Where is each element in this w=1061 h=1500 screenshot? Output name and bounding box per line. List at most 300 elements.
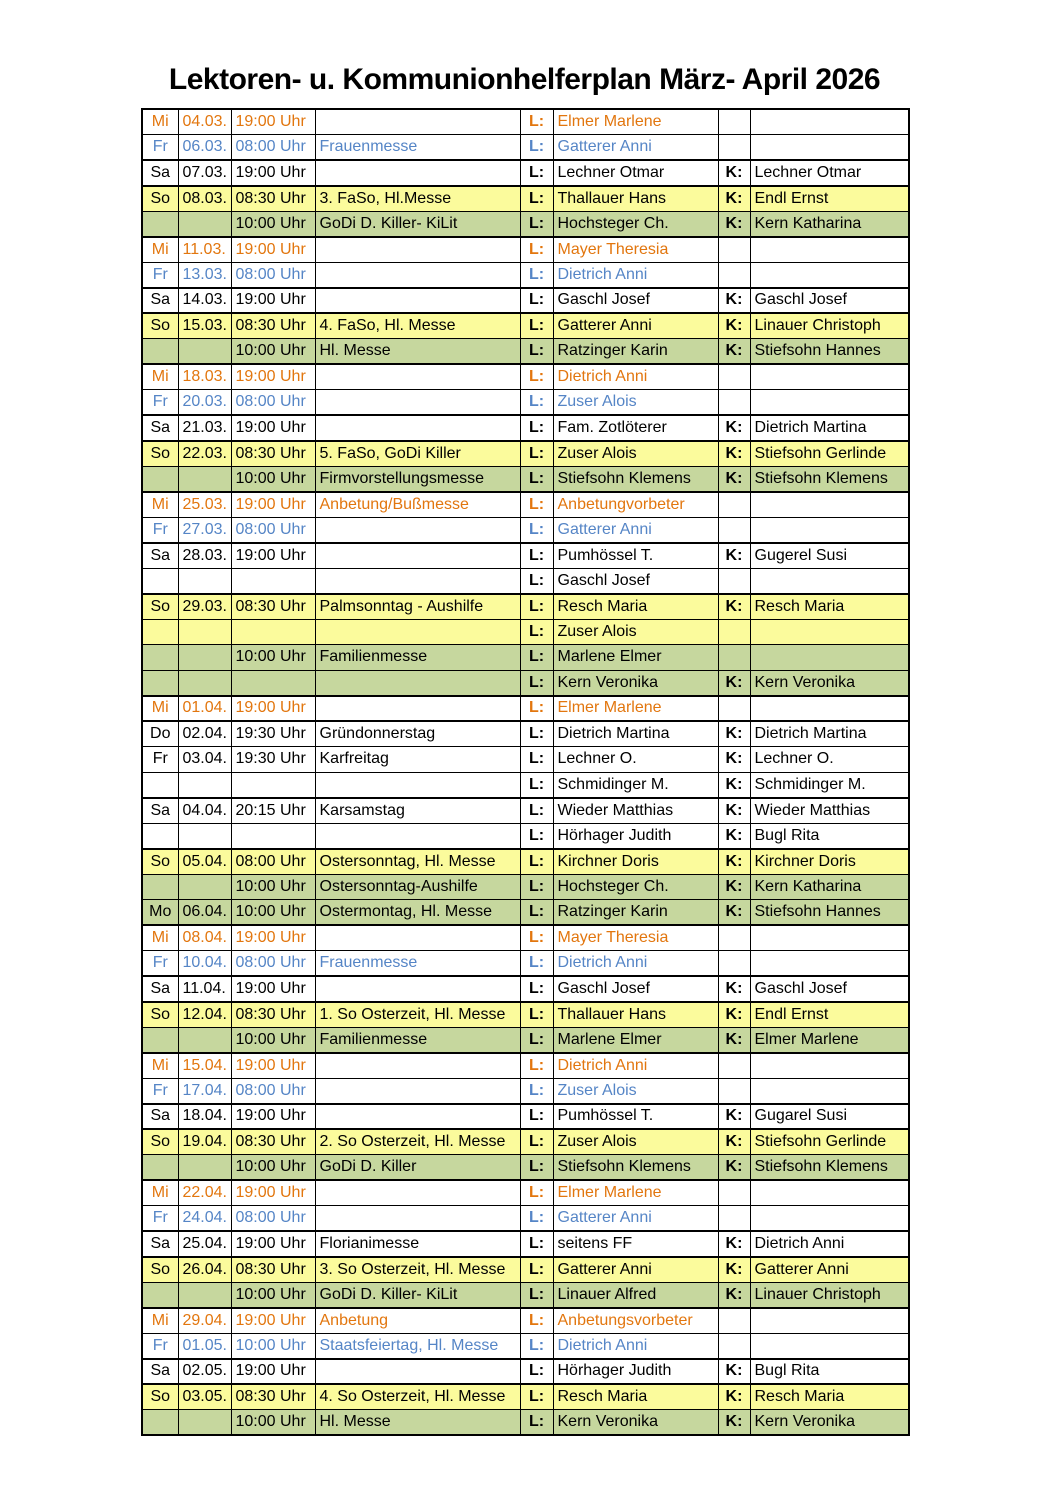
helper-label-cell <box>718 645 750 671</box>
time-cell: 19:00 Uhr <box>231 288 315 314</box>
date-cell: 06.03. <box>178 135 231 161</box>
date-cell: 11.03. <box>178 237 231 263</box>
day-cell: Mi <box>142 364 178 390</box>
helper-label-cell: K: <box>718 211 750 237</box>
date-cell: 18.03. <box>178 364 231 390</box>
helper-label-cell: K: <box>718 441 750 467</box>
helper-name-cell <box>750 568 909 594</box>
lector-label-cell: L: <box>520 900 553 926</box>
helper-name-cell: Gugerel Susi <box>750 543 909 569</box>
table-row <box>142 925 909 951</box>
description-cell: Karsamstag <box>315 798 520 824</box>
time-cell: 19:00 Uhr <box>231 1359 315 1385</box>
table-row <box>142 1129 909 1155</box>
day-cell <box>142 1155 178 1181</box>
description-cell: Gründonnerstag <box>315 721 520 747</box>
day-cell: Sa <box>142 1231 178 1257</box>
date-cell <box>178 1027 231 1053</box>
helper-label-cell: K: <box>718 1359 750 1385</box>
helper-label-cell <box>718 696 750 722</box>
day-cell: Sa <box>142 160 178 186</box>
helper-label-cell <box>718 568 750 594</box>
time-cell: 10:00 Uhr <box>231 1155 315 1181</box>
table-row <box>142 568 909 594</box>
table-row <box>142 1002 909 1028</box>
date-cell: 22.03. <box>178 441 231 467</box>
day-cell: Fr <box>142 135 178 161</box>
lector-name-cell: Ratzinger Karin <box>553 900 718 926</box>
helper-name-cell <box>750 1078 909 1104</box>
helper-label-cell: K: <box>718 721 750 747</box>
date-cell: 02.05. <box>178 1359 231 1385</box>
date-cell: 05.04. <box>178 849 231 875</box>
lector-name-cell: Mayer Theresia <box>553 237 718 263</box>
lector-name-cell: Pumhössel T. <box>553 543 718 569</box>
helper-name-cell <box>750 645 909 671</box>
day-cell: Fr <box>142 262 178 288</box>
helper-name-cell: Kern Katharina <box>750 874 909 900</box>
date-cell: 07.03. <box>178 160 231 186</box>
table-row <box>142 1282 909 1308</box>
day-cell <box>142 211 178 237</box>
helper-name-cell: Dietrich Martina <box>750 721 909 747</box>
table-row <box>142 492 909 518</box>
time-cell: 10:00 Uhr <box>231 1333 315 1359</box>
date-cell: 24.04. <box>178 1206 231 1232</box>
lector-label-cell: L: <box>520 823 553 849</box>
table-row <box>142 339 909 365</box>
lector-label-cell: L: <box>520 925 553 951</box>
table-row <box>142 951 909 977</box>
description-cell <box>315 696 520 722</box>
day-cell: So <box>142 313 178 339</box>
lector-label-cell: L: <box>520 441 553 467</box>
day-cell: Fr <box>142 390 178 416</box>
helper-name-cell <box>750 390 909 416</box>
table-row <box>142 670 909 696</box>
time-cell: 19:30 Uhr <box>231 721 315 747</box>
lector-name-cell: Marlene Elmer <box>553 645 718 671</box>
time-cell <box>231 772 315 798</box>
time-cell: 19:00 Uhr <box>231 1180 315 1206</box>
time-cell: 08:30 Uhr <box>231 1384 315 1410</box>
date-cell: 15.03. <box>178 313 231 339</box>
day-cell: Mi <box>142 1053 178 1079</box>
date-cell: 29.04. <box>178 1308 231 1334</box>
helper-label-cell <box>718 951 750 977</box>
description-cell: Hl. Messe <box>315 339 520 365</box>
lector-name-cell: Elmer Marlene <box>553 696 718 722</box>
table-row <box>142 237 909 263</box>
time-cell: 19:00 Uhr <box>231 925 315 951</box>
lector-label-cell: L: <box>520 976 553 1002</box>
day-cell <box>142 645 178 671</box>
day-cell: Mi <box>142 925 178 951</box>
date-cell: 11.04. <box>178 976 231 1002</box>
lector-label-cell: L: <box>520 135 553 161</box>
helper-name-cell: Gatterer Anni <box>750 1257 909 1283</box>
lector-label-cell: L: <box>520 1104 553 1130</box>
date-cell: 20.03. <box>178 390 231 416</box>
helper-name-cell: Schmidinger M. <box>750 772 909 798</box>
table-row <box>142 543 909 569</box>
time-cell <box>231 670 315 696</box>
helper-name-cell: Elmer Marlene <box>750 1027 909 1053</box>
lector-name-cell: Anbetungsvorbeter <box>553 1308 718 1334</box>
helper-label-cell <box>718 619 750 645</box>
day-cell: Mi <box>142 1308 178 1334</box>
date-cell: 08.04. <box>178 925 231 951</box>
lector-label-cell: L: <box>520 1053 553 1079</box>
schedule-table <box>141 108 910 1436</box>
table-row <box>142 466 909 492</box>
date-cell: 06.04. <box>178 900 231 926</box>
helper-name-cell: Bugl Rita <box>750 1359 909 1385</box>
lector-name-cell: Resch Maria <box>553 594 718 620</box>
helper-name-cell: Linauer Christoph <box>750 313 909 339</box>
description-cell: 4. FaSo, Hl. Messe <box>315 313 520 339</box>
date-cell <box>178 466 231 492</box>
date-cell: 03.04. <box>178 747 231 773</box>
lector-name-cell: Zuser Alois <box>553 441 718 467</box>
description-cell <box>315 925 520 951</box>
helper-name-cell: Kern Katharina <box>750 211 909 237</box>
lector-label-cell: L: <box>520 1359 553 1385</box>
helper-label-cell: K: <box>718 1027 750 1053</box>
description-cell <box>315 543 520 569</box>
table-row <box>142 772 909 798</box>
date-cell <box>178 772 231 798</box>
time-cell: 19:00 Uhr <box>231 364 315 390</box>
helper-label-cell: K: <box>718 1155 750 1181</box>
helper-label-cell: K: <box>718 823 750 849</box>
lector-label-cell: L: <box>520 772 553 798</box>
helper-name-cell <box>750 135 909 161</box>
lector-name-cell: Schmidinger M. <box>553 772 718 798</box>
helper-name-cell: Stiefsohn Klemens <box>750 466 909 492</box>
lector-name-cell: Zuser Alois <box>553 1129 718 1155</box>
day-cell: So <box>142 1002 178 1028</box>
day-cell <box>142 1282 178 1308</box>
helper-name-cell: Kirchner Doris <box>750 849 909 875</box>
date-cell <box>178 211 231 237</box>
lector-label-cell: L: <box>520 1002 553 1028</box>
description-cell <box>315 619 520 645</box>
time-cell: 10:00 Uhr <box>231 900 315 926</box>
table-row <box>142 1206 909 1232</box>
description-cell <box>315 1206 520 1232</box>
time-cell: 19:00 Uhr <box>231 1308 315 1334</box>
date-cell: 26.04. <box>178 1257 231 1283</box>
day-cell: So <box>142 849 178 875</box>
helper-name-cell <box>750 109 909 135</box>
description-cell <box>315 976 520 1002</box>
lector-label-cell: L: <box>520 237 553 263</box>
lector-label-cell: L: <box>520 1308 553 1334</box>
time-cell: 08:30 Uhr <box>231 1129 315 1155</box>
lector-name-cell: Mayer Theresia <box>553 925 718 951</box>
lector-name-cell: Dietrich Anni <box>553 262 718 288</box>
time-cell: 19:00 Uhr <box>231 237 315 263</box>
date-cell: 13.03. <box>178 262 231 288</box>
helper-name-cell: Endl Ernst <box>750 186 909 212</box>
lector-name-cell: Elmer Marlene <box>553 109 718 135</box>
helper-label-cell <box>718 1053 750 1079</box>
helper-name-cell: Linauer Christoph <box>750 1282 909 1308</box>
description-cell <box>315 772 520 798</box>
helper-label-cell: K: <box>718 874 750 900</box>
lector-label-cell: L: <box>520 313 553 339</box>
lector-name-cell: Kirchner Doris <box>553 849 718 875</box>
lector-name-cell: Gatterer Anni <box>553 1257 718 1283</box>
helper-name-cell: Gugarel Susi <box>750 1104 909 1130</box>
helper-label-cell <box>718 109 750 135</box>
table-row <box>142 823 909 849</box>
time-cell: 08:00 Uhr <box>231 517 315 543</box>
lector-label-cell: L: <box>520 517 553 543</box>
description-cell: Ostersonntag, Hl. Messe <box>315 849 520 875</box>
day-cell: Fr <box>142 1206 178 1232</box>
date-cell: 04.04. <box>178 798 231 824</box>
date-cell <box>178 1282 231 1308</box>
helper-label-cell: K: <box>718 1231 750 1257</box>
date-cell: 27.03. <box>178 517 231 543</box>
helper-name-cell: Dietrich Martina <box>750 415 909 441</box>
helper-name-cell: Gaschl Josef <box>750 288 909 314</box>
date-cell: 25.03. <box>178 492 231 518</box>
lector-name-cell: Elmer Marlene <box>553 1180 718 1206</box>
date-cell <box>178 339 231 365</box>
description-cell: Anbetung/Bußmesse <box>315 492 520 518</box>
date-cell: 25.04. <box>178 1231 231 1257</box>
day-cell: Fr <box>142 951 178 977</box>
description-cell <box>315 823 520 849</box>
description-cell <box>315 1078 520 1104</box>
description-cell: 1. So Osterzeit, Hl. Messe <box>315 1002 520 1028</box>
table-row <box>142 1155 909 1181</box>
time-cell: 10:00 Uhr <box>231 466 315 492</box>
lector-label-cell: L: <box>520 645 553 671</box>
date-cell: 28.03. <box>178 543 231 569</box>
helper-name-cell <box>750 1180 909 1206</box>
date-cell: 04.03. <box>178 109 231 135</box>
helper-label-cell: K: <box>718 415 750 441</box>
lector-name-cell: Kern Veronika <box>553 1410 718 1436</box>
table-row <box>142 160 909 186</box>
day-cell <box>142 1410 178 1436</box>
table-row <box>142 109 909 135</box>
lector-name-cell: Wieder Matthias <box>553 798 718 824</box>
lector-name-cell: Gaschl Josef <box>553 976 718 1002</box>
description-cell: GoDi D. Killer- KiLit <box>315 1282 520 1308</box>
time-cell: 10:00 Uhr <box>231 645 315 671</box>
day-cell: Sa <box>142 1104 178 1130</box>
lector-label-cell: L: <box>520 798 553 824</box>
helper-label-cell: K: <box>718 594 750 620</box>
description-cell: Staatsfeiertag, Hl. Messe <box>315 1333 520 1359</box>
helper-name-cell: Bugl Rita <box>750 823 909 849</box>
page-title: Lektoren- u. Kommunionhelferplan März- April 2026 <box>168 63 881 96</box>
table-row <box>142 1180 909 1206</box>
table-row <box>142 1333 909 1359</box>
lector-name-cell: Stiefsohn Klemens <box>553 466 718 492</box>
helper-label-cell: K: <box>718 1282 750 1308</box>
table-row <box>142 1359 909 1385</box>
helper-label-cell: K: <box>718 798 750 824</box>
lector-name-cell: Stiefsohn Klemens <box>553 1155 718 1181</box>
helper-name-cell: Stiefsohn Gerlinde <box>750 441 909 467</box>
table-row <box>142 619 909 645</box>
helper-name-cell: Stiefsohn Hannes <box>750 339 909 365</box>
description-cell <box>315 160 520 186</box>
date-cell <box>178 670 231 696</box>
lector-name-cell: Gatterer Anni <box>553 135 718 161</box>
description-cell: Florianimesse <box>315 1231 520 1257</box>
lector-label-cell: L: <box>520 415 553 441</box>
lector-name-cell: Hörhager Judith <box>553 1359 718 1385</box>
day-cell: So <box>142 186 178 212</box>
table-row <box>142 1257 909 1283</box>
description-cell <box>315 262 520 288</box>
time-cell: 20:15 Uhr <box>231 798 315 824</box>
time-cell: 10:00 Uhr <box>231 1410 315 1436</box>
lector-label-cell: L: <box>520 1282 553 1308</box>
table-row <box>142 364 909 390</box>
lector-name-cell: Kern Veronika <box>553 670 718 696</box>
lector-name-cell: seitens FF <box>553 1231 718 1257</box>
table-row <box>142 415 909 441</box>
helper-name-cell: Stiefsohn Gerlinde <box>750 1129 909 1155</box>
description-cell: Palmsonntag - Aushilfe <box>315 594 520 620</box>
helper-name-cell: Stiefsohn Klemens <box>750 1155 909 1181</box>
day-cell <box>142 874 178 900</box>
date-cell <box>178 1410 231 1436</box>
helper-label-cell: K: <box>718 1104 750 1130</box>
time-cell: 19:00 Uhr <box>231 492 315 518</box>
date-cell: 08.03. <box>178 186 231 212</box>
helper-label-cell: K: <box>718 1410 750 1436</box>
helper-label-cell <box>718 390 750 416</box>
helper-name-cell <box>750 262 909 288</box>
helper-label-cell: K: <box>718 976 750 1002</box>
lector-label-cell: L: <box>520 594 553 620</box>
helper-label-cell <box>718 925 750 951</box>
lector-name-cell: Zuser Alois <box>553 390 718 416</box>
lector-name-cell: Lechner O. <box>553 747 718 773</box>
helper-name-cell <box>750 1053 909 1079</box>
table-row <box>142 1384 909 1410</box>
table-row <box>142 313 909 339</box>
time-cell <box>231 568 315 594</box>
table-row <box>142 1308 909 1334</box>
day-cell: Mi <box>142 696 178 722</box>
helper-name-cell: Resch Maria <box>750 594 909 620</box>
time-cell: 19:00 Uhr <box>231 543 315 569</box>
helper-label-cell <box>718 262 750 288</box>
day-cell: Sa <box>142 798 178 824</box>
time-cell: 10:00 Uhr <box>231 874 315 900</box>
date-cell: 12.04. <box>178 1002 231 1028</box>
lector-name-cell: Dietrich Anni <box>553 1333 718 1359</box>
table-row <box>142 594 909 620</box>
day-cell: Mi <box>142 237 178 263</box>
day-cell: Fr <box>142 517 178 543</box>
helper-label-cell: K: <box>718 1129 750 1155</box>
helper-label-cell <box>718 1180 750 1206</box>
table-row <box>142 798 909 824</box>
time-cell: 19:00 Uhr <box>231 1053 315 1079</box>
time-cell: 08:00 Uhr <box>231 1078 315 1104</box>
date-cell: 01.05. <box>178 1333 231 1359</box>
time-cell: 08:30 Uhr <box>231 186 315 212</box>
time-cell: 10:00 Uhr <box>231 211 315 237</box>
lector-name-cell: Dietrich Anni <box>553 1053 718 1079</box>
date-cell <box>178 619 231 645</box>
helper-label-cell: K: <box>718 466 750 492</box>
lector-name-cell: Resch Maria <box>553 1384 718 1410</box>
lector-label-cell: L: <box>520 721 553 747</box>
day-cell: Mi <box>142 492 178 518</box>
lector-name-cell: Fam. Zotlöterer <box>553 415 718 441</box>
date-cell <box>178 874 231 900</box>
date-cell: 17.04. <box>178 1078 231 1104</box>
description-cell: GoDi D. Killer- KiLit <box>315 211 520 237</box>
time-cell: 08:30 Uhr <box>231 313 315 339</box>
time-cell: 19:00 Uhr <box>231 160 315 186</box>
helper-name-cell: Lechner Otmar <box>750 160 909 186</box>
lector-label-cell: L: <box>520 364 553 390</box>
time-cell: 08:30 Uhr <box>231 1257 315 1283</box>
lector-name-cell: Pumhössel T. <box>553 1104 718 1130</box>
lector-label-cell: L: <box>520 390 553 416</box>
lector-label-cell: L: <box>520 1384 553 1410</box>
lector-name-cell: Linauer Alfred <box>553 1282 718 1308</box>
helper-name-cell: Kern Veronika <box>750 670 909 696</box>
day-cell <box>142 670 178 696</box>
helper-label-cell <box>718 517 750 543</box>
description-cell <box>315 237 520 263</box>
helper-name-cell <box>750 696 909 722</box>
description-cell: 5. FaSo, GoDi Killer <box>315 441 520 467</box>
time-cell: 08:00 Uhr <box>231 262 315 288</box>
lector-name-cell: Ratzinger Karin <box>553 339 718 365</box>
date-cell: 14.03. <box>178 288 231 314</box>
helper-label-cell <box>718 492 750 518</box>
table-row <box>142 1410 909 1436</box>
date-cell: 18.04. <box>178 1104 231 1130</box>
lector-name-cell: Zuser Alois <box>553 619 718 645</box>
time-cell: 19:00 Uhr <box>231 415 315 441</box>
time-cell <box>231 619 315 645</box>
helper-label-cell <box>718 1308 750 1334</box>
lector-label-cell: L: <box>520 696 553 722</box>
table-row <box>142 874 909 900</box>
lector-label-cell: L: <box>520 211 553 237</box>
table-row <box>142 135 909 161</box>
description-cell: 3. FaSo, Hl.Messe <box>315 186 520 212</box>
lector-name-cell: Anbetungvorbeter <box>553 492 718 518</box>
lector-label-cell: L: <box>520 339 553 365</box>
lector-label-cell: L: <box>520 109 553 135</box>
helper-name-cell: Wieder Matthias <box>750 798 909 824</box>
helper-name-cell: Stiefsohn Hannes <box>750 900 909 926</box>
table-row <box>142 262 909 288</box>
day-cell: So <box>142 1257 178 1283</box>
day-cell: Sa <box>142 543 178 569</box>
date-cell <box>178 568 231 594</box>
time-cell: 10:00 Uhr <box>231 339 315 365</box>
lector-label-cell: L: <box>520 1206 553 1232</box>
